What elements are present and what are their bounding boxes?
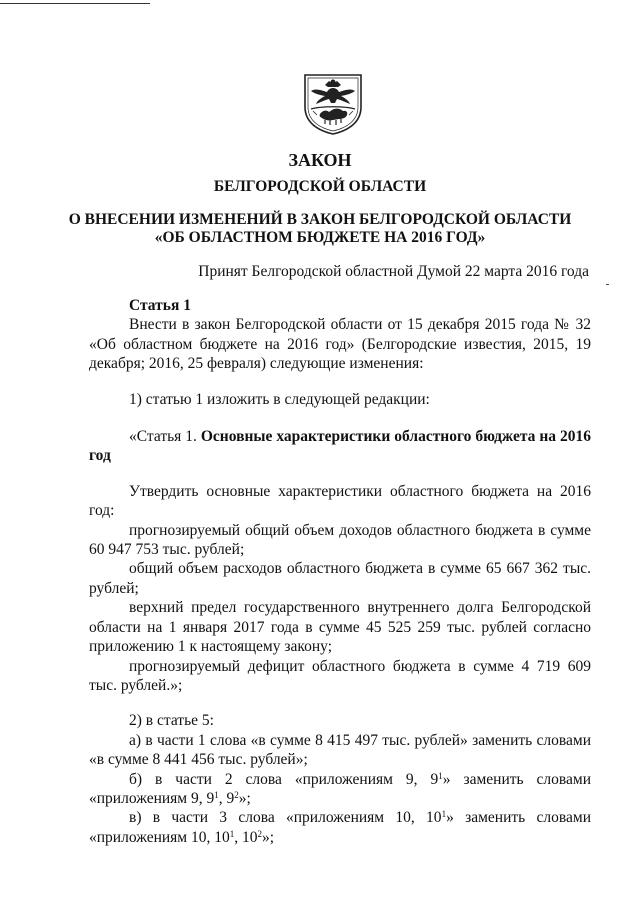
expenses-paragraph: общий объем расходов областного бюджета в сумме 65 667 362 тыс. рублей; [89, 560, 591, 597]
amendment-item-2c: в) в части 3 слова «приложениям 10, $10^1$» заменить словами «приложениям 10, $10^1$, $10^2$»; [89, 809, 591, 846]
amendment-item-1: 1) статью 1 изложить в следующей редакции: [129, 390, 430, 408]
document-title: ЗАКОН [288, 150, 352, 170]
amendment-item-2a: а) в части 1 слова «в сумме 8 415 497 тыс. рублей» заменить словами «в сумме 8 441 456 тыс. рублей»; [89, 731, 591, 769]
amendment-item-2b: б) в части 2 слова «приложениям 9, $9^1$» заменить словами «приложениям 9, $9^1$, $9^2$»; [89, 770, 591, 807]
deficit-paragraph: прогнозируемый дефицит областного бюджета в сумме 4 719 609 тыс. рублей.»; [89, 657, 591, 694]
margin-mark [606, 284, 609, 285]
top-rule [0, 3, 150, 4]
article-body [89, 296, 591, 847]
new-article-prefix: «Статья 1. [129, 428, 201, 446]
document-subtitle: БЕЛГОРОДСКОЙ ОБЛАСТИ [213, 178, 427, 195]
article-intro: Внести в закон Белгородской области от 15 декабря 2015 года № 32 «Об областном бюджете на 2016 год» (Белгородские известия, 2015, 19 декабря; 2016, 25 февраля) следующие изменения: [89, 316, 591, 373]
approve-paragraph: Утвердить основные характеристики областного бюджета на 2016 год: [89, 482, 591, 520]
belgorod-coat-of-arms-icon [303, 73, 363, 135]
new-article-heading [89, 427, 591, 466]
law-name [0, 211, 640, 247]
article-heading: Статья 1 [129, 297, 191, 314]
debt-paragraph: верхний предел государственного внутреннего долга Белгородской области на 1 января 2017 года в сумме 45 525 259 тыс. рублей согласно приложению 1 к настоящему закону; [89, 599, 591, 656]
new-article-title: Основные характеристики областного бюджета на 2016 год [89, 428, 591, 465]
revenue-paragraph: прогнозируемый общий объем доходов областного бюджета в сумме 60 947 753 тыс. рублей; [89, 521, 591, 559]
adoption-note: Принят Белгородской областной Думой 22 марта 2016 года [198, 263, 589, 280]
law-name-line-1: О ВНЕСЕНИИ ИЗМЕНЕНИЙ В ЗАКОН БЕЛГОРОДСКОЙ ОБЛАСТИ [68, 211, 572, 228]
amendment-item-2: 2) в статье 5: [129, 712, 214, 730]
law-name-line-2: «ОБ ОБЛАСТНОМ БЮДЖЕТЕ НА 2016 ГОД» [154, 229, 486, 246]
